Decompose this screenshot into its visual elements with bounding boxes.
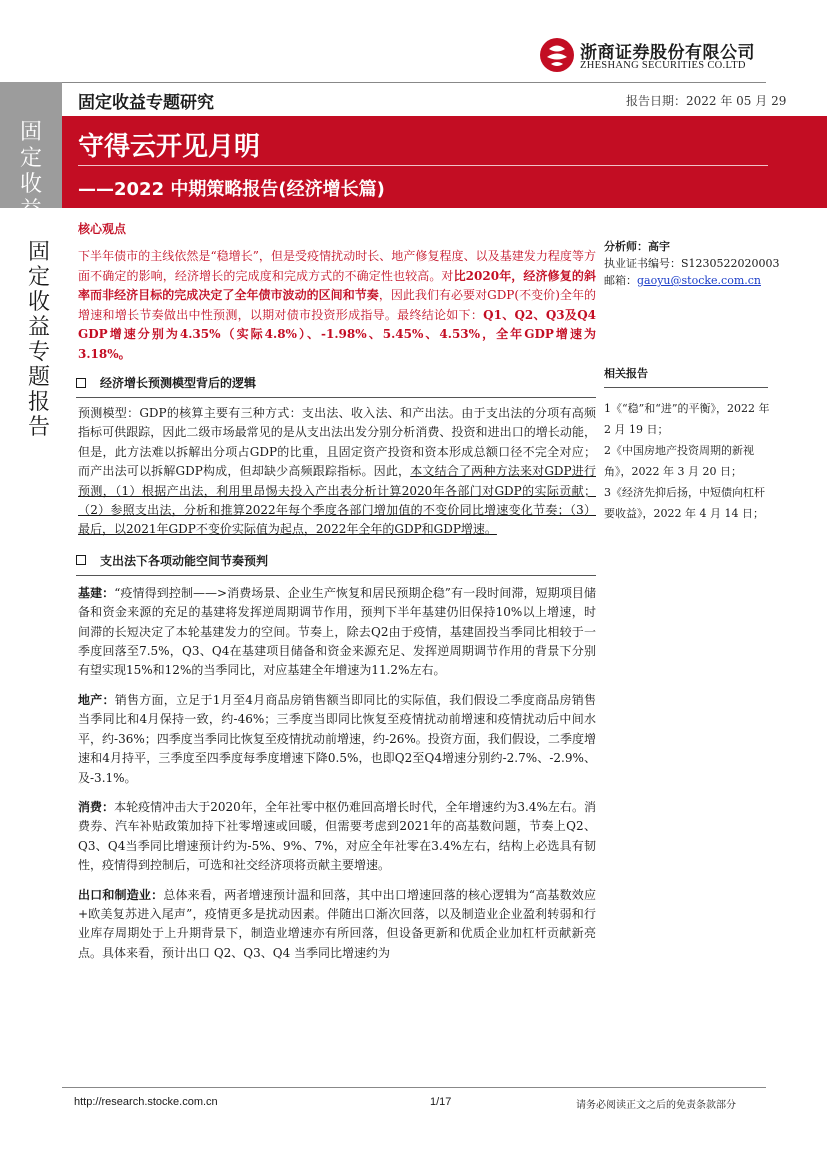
sidebar <box>604 238 780 524</box>
section-heading-model-text: 经济增长预测模型背后的逻辑 <box>100 376 257 390</box>
related-report-item[interactable]: 1《“稳”和“进”的平衡》，2022 年 2 月 19 日； <box>604 402 770 436</box>
related-report-item[interactable]: 2《中国房地产投资周期的新视角》，2022 年 3 月 20 日； <box>604 444 754 478</box>
infra-lead: 基建： <box>78 585 115 600</box>
checkbox-bullet-icon <box>76 555 86 565</box>
footer-divider <box>62 1087 766 1088</box>
estate-paragraph <box>78 691 596 788</box>
footer-url-link[interactable]: http://research.stocke.com.cn <box>74 1096 218 1108</box>
infra-paragraph <box>78 584 596 681</box>
export-paragraph <box>78 886 596 964</box>
title-divider <box>78 165 768 166</box>
main-column <box>78 220 596 963</box>
consume-text: 本轮疫情冲击大于2020年，全年社零中枢仍难回高增长时代，全年增速约为3.4%左右。消费券、汽车补贴政策加持下社零增速或回暖，但需要考虑到2021年的高基数问题，节奏上Q2、Q3、Q4当季同比增速预计约为-5%、9%、7%，对应全年社零在3.4%左右，结构上必选具有韧性，疫情得到控制后，可选和社交经济项将贡献主要增速。 <box>78 799 596 873</box>
header-divider <box>62 82 766 83</box>
left-category-tab-label: 固定收益 <box>19 120 42 223</box>
model-paragraph <box>78 404 596 540</box>
related-report-item[interactable]: 3《经济先抑后扬，中短债向杠杆要收益》，2022 年 4 月 14 日； <box>604 486 765 520</box>
section-heading-expenditure <box>76 552 596 569</box>
report-date: 报告日期：2022 年 05 月 29 <box>626 94 787 108</box>
core-view-text-2: ，因此我们有必要对GDP(不变价)全年的增速和增长节奏做出中性预测，以期对债市投资形成指导。最终结论如下： <box>78 288 596 322</box>
section-rule <box>76 397 596 398</box>
analyst-info <box>604 238 780 289</box>
company-name-en: ZHESHANG SECURITIES CO.LTD <box>580 60 746 71</box>
infra-text: “疫情得到控制——>消费场景、企业生产恢复和居民预期企稳”有一段时间滞，短期项目储备和资金来源的充足的基建将发挥逆周期调节作用，预判下半年基建仍旧保持10%以上增速，时间滞的长短决定了本轮基建发力的空间。节奏上，除去Q2由于疫情，基建固投当季同比相较于一季度回落至7.5%，Q3、Q4在基建项目储备和资金来源充足、发挥逆周期调节作用的背景下分别有望实现15%和12%的当季同比，对应基建全年增速为11.2%左右。 <box>78 585 596 678</box>
analyst-email-link[interactable]: gaoyu@stocke.com.cn <box>637 274 761 287</box>
disclaimer-note: 请务必阅读正文之后的免责条款部分 <box>576 1100 736 1111</box>
section-heading-model <box>76 374 596 391</box>
analyst-name: 分析师：高宇 <box>604 240 670 253</box>
consume-paragraph <box>78 798 596 876</box>
core-view-paragraph <box>78 247 596 364</box>
core-view-heading: 核心观点 <box>78 222 127 236</box>
report-type-vertical-label: 固定收益专题报告 <box>27 240 50 440</box>
report-subtitle: ——2022 中期策略报告(经济增长篇) <box>78 179 385 200</box>
section-heading-expenditure-text: 支出法下各项动能空间节奏预判 <box>100 553 269 568</box>
email-label: 邮箱： <box>604 274 637 287</box>
estate-text: 销售方面，立足于1月至4月商品房销售额当即同比的实际值，我们假设二季度商品房销售当季同比和4月保持一致，约-46%；三季度当即同比恢复至疫情扰动前增速和疫情扰动后中间水平，约-36%；四季度当季同比恢复至疫情扰动前增速，约-26%。投资方面，我们假设，二季度增速和4月持平，三季度至四季度每季度增速下降0.5%，也即Q2至Q4增速分别约-2.7%、-2.9%、及-3.1%。 <box>78 692 596 785</box>
related-reports-heading: 相关报告 <box>604 367 648 380</box>
core-view-text-bold: 比2020年，经济修复的斜率而非经济目标的完成决定了全年债市波动的区间和节奏 <box>78 268 596 302</box>
checkbox-bullet-icon <box>76 378 86 388</box>
company-name-cn: 浙商证券股份有限公司 <box>580 43 755 63</box>
export-lead: 出口和制造业： <box>78 887 164 902</box>
consume-lead: 消费： <box>78 799 115 814</box>
model-text: 预测模型：GDP的核算主要有三种方式：支出法、收入法、和产出法。由于支出法的分项有高频指标可供跟踪，因此二级市场最常见的是从支出法出发分别分析消费、投资和进出口的增长动能，但是，此方法难以拆解出分项占GDP的比重，且固定资产投资和资本形成总额口径不完全对应；而产出法可以拆解GDP构成，但却缺少高频跟踪指标。因此， <box>78 406 596 479</box>
export-text: 总体来看，两者增速预计温和回落，其中出口增速回落的核心逻辑为“高基数效应+欧美复苏进入尾声”，疫情更多是扰动因素。伴随出口渐次回落，以及制造业企业盈利转弱和行业库存周期处于上升期背景下，制造业增速亦有所回落，但设备更新和优质企业加杠杆贡献新亮点。具体来看，预计出口 Q2、Q3、Q4 当季同比增速约为 <box>78 887 596 960</box>
section-rule <box>76 575 596 576</box>
model-text-underlined: 本文结合了两种方法来对GDP进行预测，（1）根据产出法，利用里昂惕夫投入产出表分析计算2020年各部门对GDP的实际贡献；（2）参照支出法，分析和推算2022年每个季度各部门增加值的不变价同比增速变化节奏；（3）最后，以2021年GDP不变价实际值为起点，2022年全年的GDP和GDP增速。 <box>78 464 596 537</box>
section-label: 固定收益专题研究 <box>78 93 214 113</box>
related-reports-rule <box>604 387 768 388</box>
analyst-license: 执业证书编号：S1230522020003 <box>604 257 780 270</box>
page-number: 1/17 <box>430 1096 452 1108</box>
report-title: 守得云开见月明 <box>78 132 261 162</box>
company-logo <box>538 36 778 76</box>
core-view-text-1: 下半年债市的主线依然是“稳增长”，但是受疫情扰动时长、地产修复程度、以及基建发力程度等方面不确定的影响，经济增长的完成度和完成方式的不确定性也较高。对 <box>78 249 596 283</box>
estate-lead: 地产： <box>78 692 115 707</box>
zheshang-logo-icon <box>538 36 576 74</box>
core-view-conclusion: Q1、Q2、Q3及Q4 GDP增速分别为4.35%（实际4.8%）、-1.98%、5.45%、4.53%，全年GDP增速为3.18%。 <box>78 307 596 361</box>
